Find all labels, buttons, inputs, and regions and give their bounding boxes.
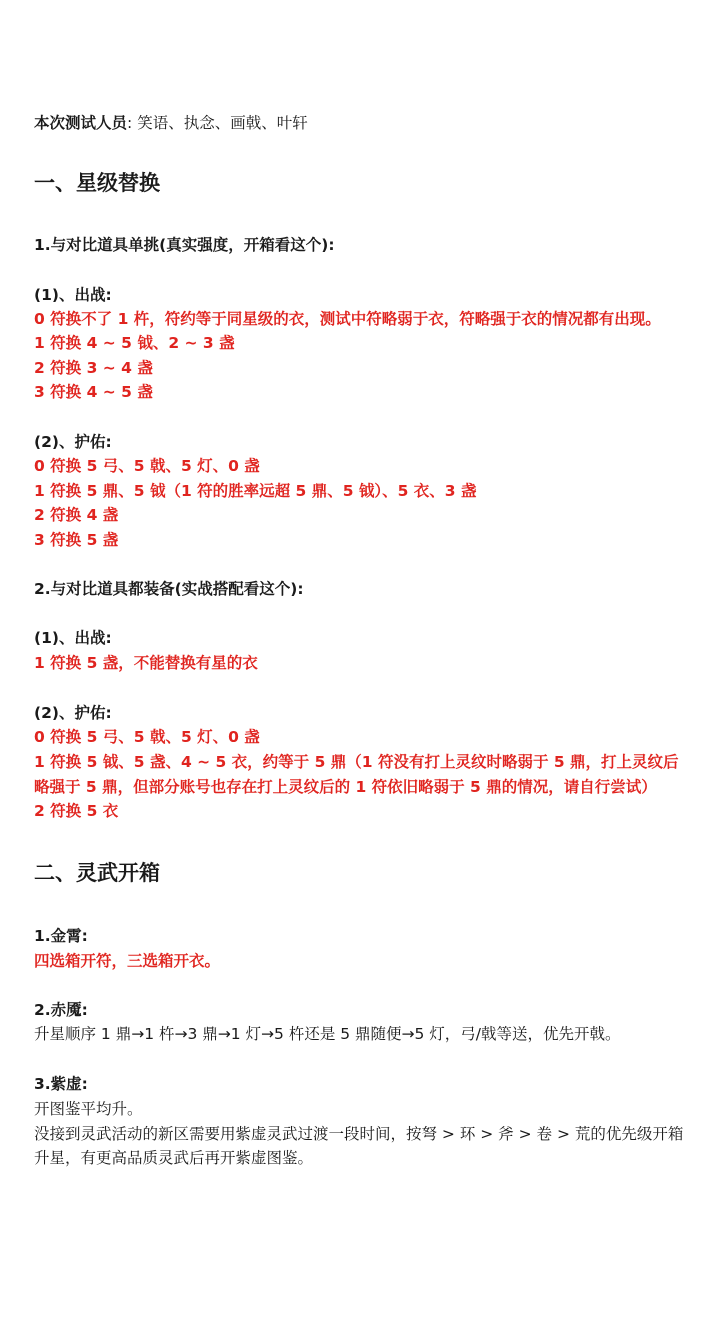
part1-huyou-line-0: 0 符换 5 弓、5 戟、5 灯、0 盏 [34, 457, 260, 475]
zixu-line-1: 没接到灵武活动的新区需要用紫虚灵武过渡一段时间，按弩 > 环 > 斧 > 卷 > 荒的优先级开箱 [34, 1125, 684, 1143]
part2-huyou-line-1: 1 符换 5 钺、5 盏、4 ~ 5 衣，约等于 5 鼎（1 符没有打上灵纹时略弱于 5 鼎，打上灵纹后 [34, 753, 679, 771]
chimo-line: 升星顺序 1 鼎→1 杵→3 鼎→1 灯→5 杵还是 5 鼎随便→5 灯，弓/戟等送，优先开戟。 [34, 1025, 621, 1043]
tester-names: 笑语、执念、画戟、叶轩 [137, 114, 308, 132]
part1-chuzhan-line-3: 3 符换 4 ~ 5 盏 [34, 383, 153, 401]
zixu-title: 3.紫虚: [34, 1075, 88, 1093]
part2-huyou-line-0: 0 符换 5 弓、5 戟、5 灯、0 盏 [34, 728, 260, 746]
part2-huyou-line-2: 略强于 5 鼎，但部分账号也存在打上灵纹后的 1 符依旧略弱于 5 鼎的情况，请自行尝试） [34, 778, 657, 796]
tester-line [34, 112, 308, 134]
part2-chuzhan-label: (1)、出战: [34, 629, 112, 647]
part1-huyou-line-1: 1 符换 5 鼎、5 钺（1 符的胜率远超 5 鼎、5 钺）、5 衣、3 盏 [34, 482, 477, 500]
zixu-line-0: 开图鉴平均升。 [34, 1100, 143, 1118]
part2-huyou-line-3: 2 符换 5 衣 [34, 802, 119, 820]
part1-huyou-line-2: 2 符换 4 盏 [34, 506, 119, 524]
part2-title: 2.与对比道具都装备(实战搭配看这个): [34, 580, 304, 598]
part1-chuzhan-line-2: 2 符换 3 ~ 4 盏 [34, 359, 153, 377]
part2-huyou-label: (2)、护佑: [34, 704, 112, 722]
part1-chuzhan-line-0: 0 符换不了 1 杵，符约等于同星级的衣，测试中符略弱于衣，符略强于衣的情况都有出现。 [34, 310, 661, 328]
part1-chuzhan-line-1: 1 符换 4 ~ 5 钺、2 ~ 3 盏 [34, 334, 235, 352]
jinxiao-title: 1.金霄: [34, 927, 88, 945]
part1-title: 1.与对比道具单挑(真实强度，开箱看这个): [34, 236, 335, 254]
tester-colon: : [127, 114, 133, 132]
zixu-line-2: 升星，有更高品质灵武后再开紫虚图鉴。 [34, 1149, 314, 1167]
section-heading-lingwu-box: 二、灵武开箱 [34, 861, 160, 885]
chimo-title: 2.赤魇: [34, 1001, 88, 1019]
tester-label: 本次测试人员 [34, 114, 128, 132]
section-heading-star-replace: 一、星级替换 [34, 171, 160, 195]
jinxiao-line: 四选箱开符，三选箱开衣。 [34, 952, 221, 970]
part1-huyou-label: (2)、护佑: [34, 433, 112, 451]
part1-chuzhan-label: (1)、出战: [34, 286, 112, 304]
part2-chuzhan-line-0: 1 符换 5 盏，不能替换有星的衣 [34, 654, 258, 672]
part1-huyou-line-3: 3 符换 5 盏 [34, 531, 119, 549]
